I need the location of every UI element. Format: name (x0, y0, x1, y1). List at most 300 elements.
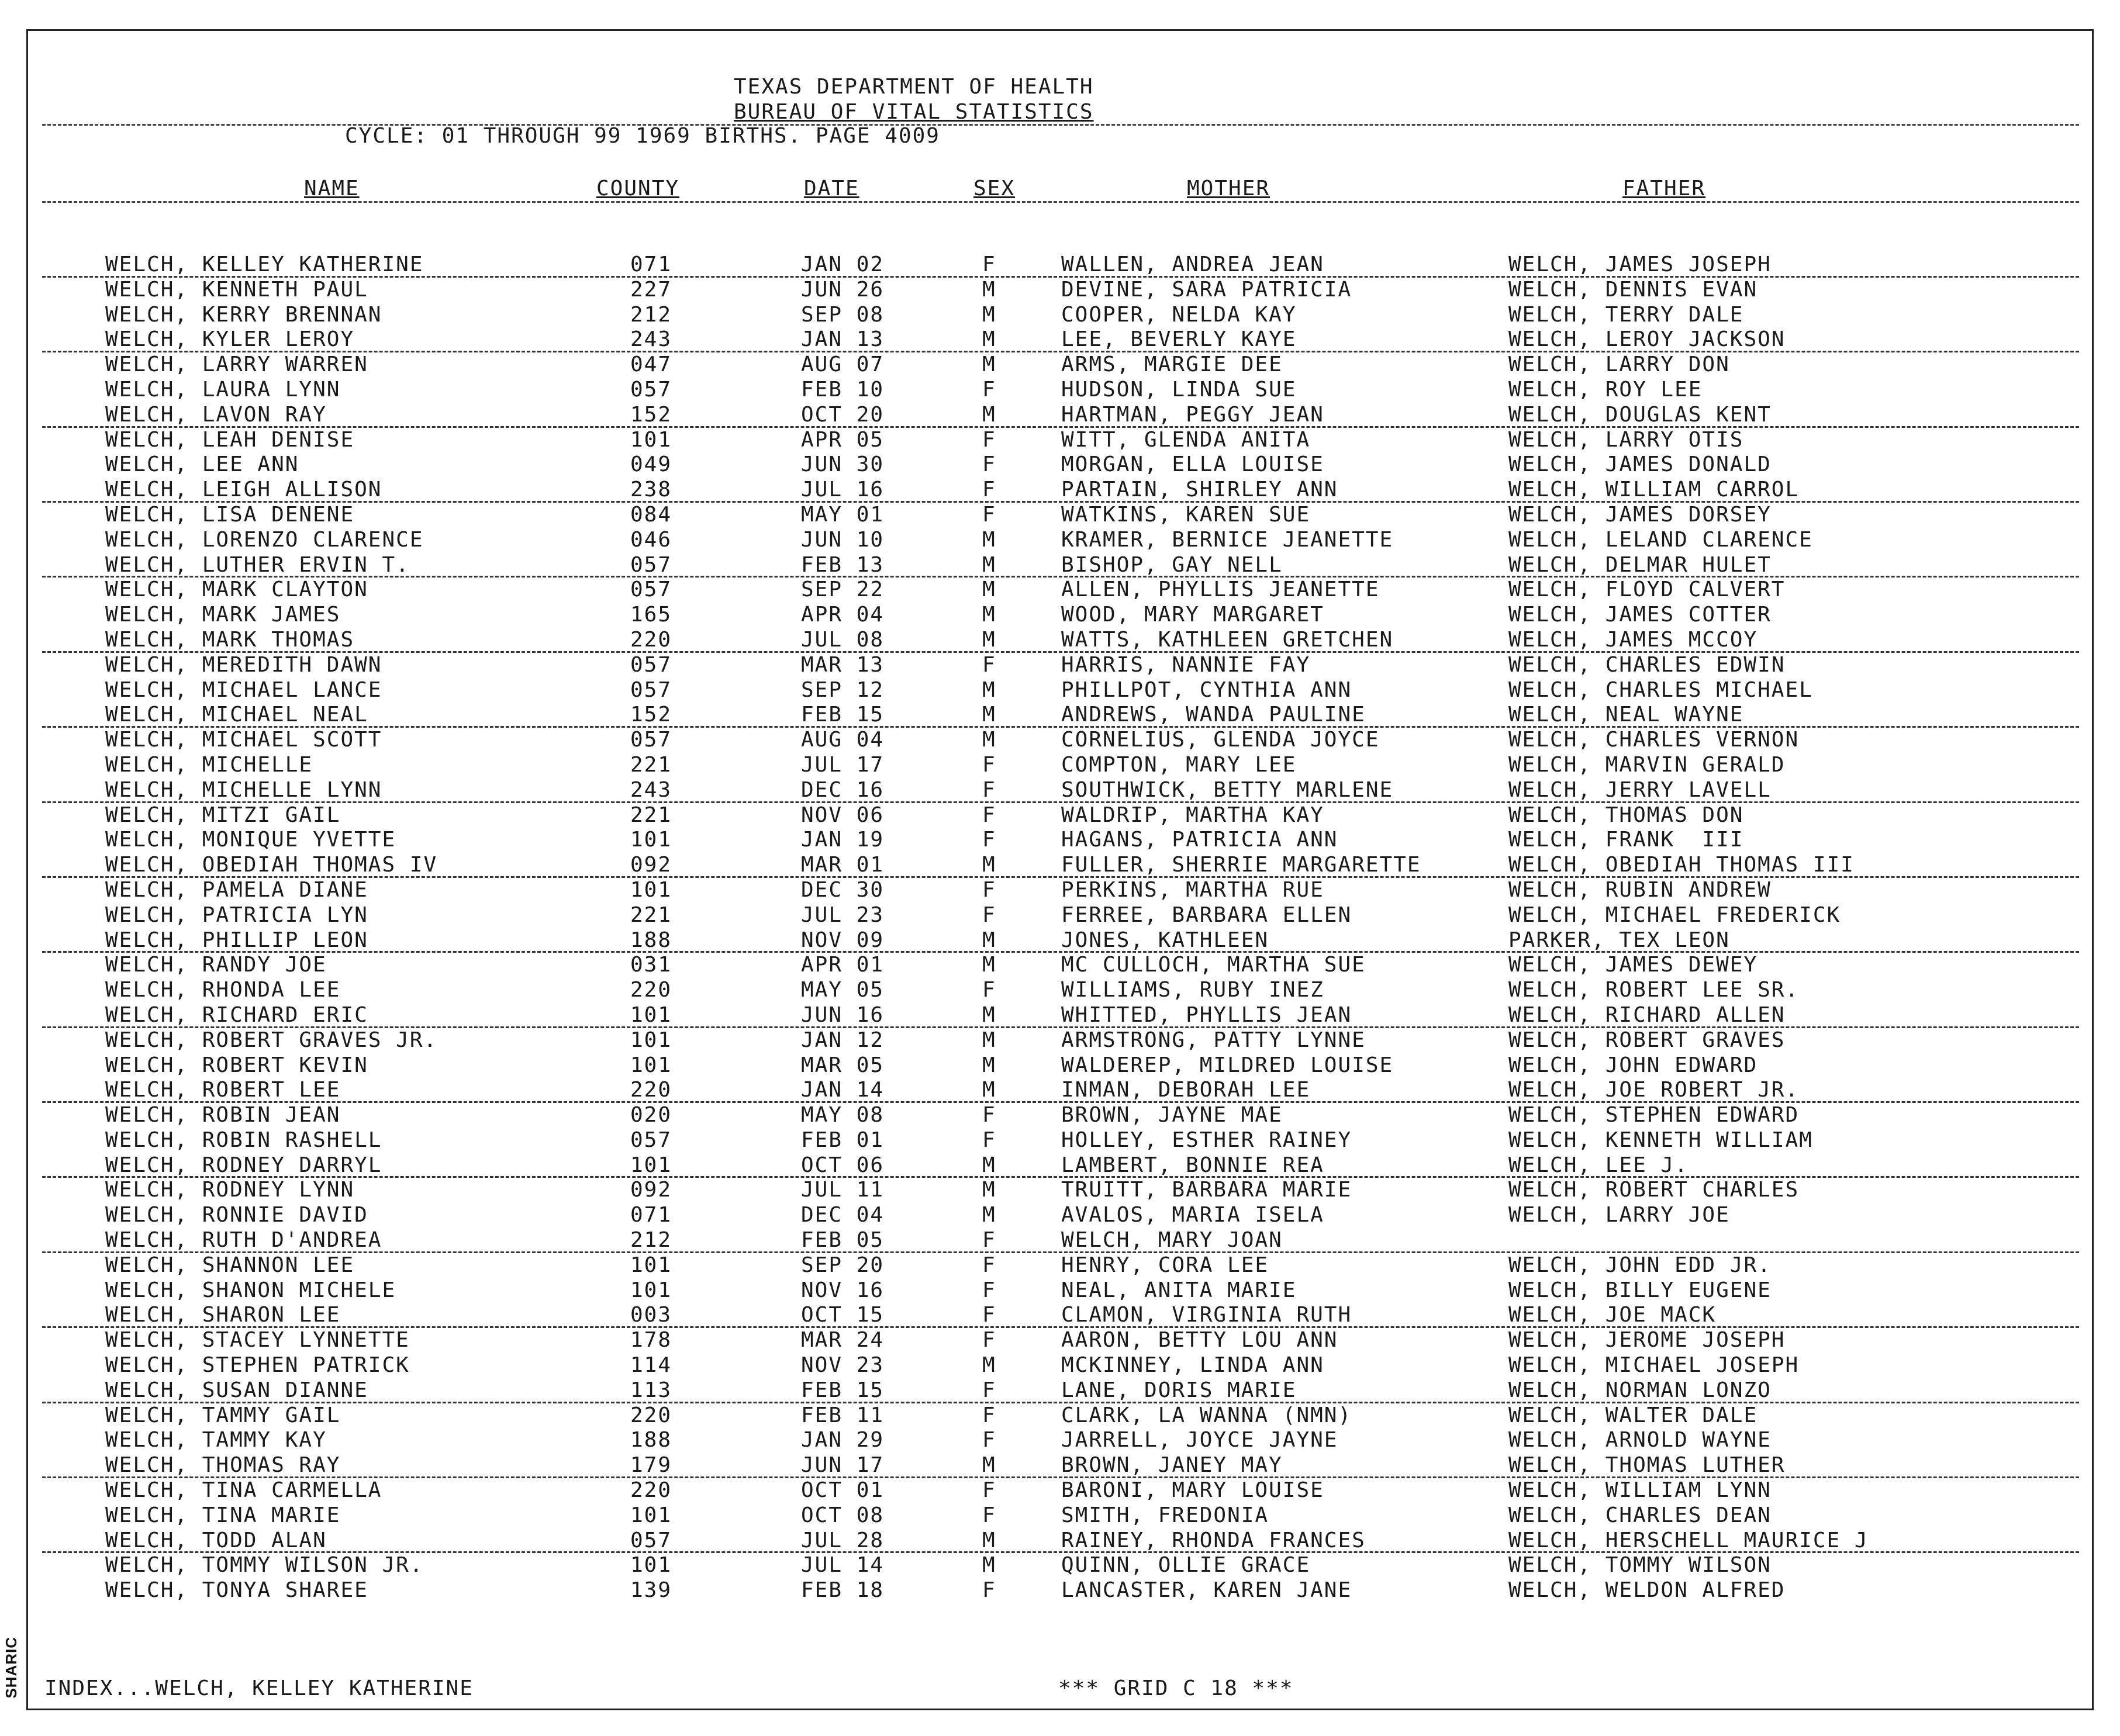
cell-name: WELCH, STEPHEN PATRICK (105, 1353, 410, 1378)
cell-father: WELCH, JAMES DORSEY (1508, 502, 1772, 527)
cell-father: WELCH, TOMMY WILSON (1508, 1553, 1772, 1578)
cell-name: WELCH, LEAH DENISE (105, 427, 355, 452)
table-row (0, 1253, 2120, 1278)
cell-father: WELCH, BILLY EUGENE (1508, 1278, 1772, 1302)
cell-father: WELCH, LELAND CLARENCE (1508, 527, 1813, 552)
cell-mother: COMPTON, MARY LEE (1061, 752, 1297, 777)
cell-father: WELCH, ROBERT LEE SR. (1508, 978, 1800, 1002)
cell-mother: HARTMAN, PEGGY JEAN (1061, 402, 1324, 427)
column-header-county: COUNTY (596, 177, 680, 200)
table-row (0, 1328, 2120, 1353)
cell-mother: WITT, GLENDA ANITA (1061, 427, 1311, 452)
cell-county: 071 (630, 1203, 672, 1227)
cell-mother: HUDSON, LINDA SUE (1061, 377, 1297, 402)
cell-mother: SMITH, FREDONIA (1061, 1503, 1269, 1527)
cell-mother: HARRIS, NANNIE FAY (1061, 652, 1311, 677)
table-row (42, 1378, 2079, 1403)
cell-sex: M (982, 527, 996, 552)
cell-date: OCT 01 (801, 1478, 885, 1503)
cell-sex: M (982, 1553, 996, 1578)
cell-date: OCT 06 (801, 1153, 885, 1177)
cell-father: WELCH, DOUGLAS KENT (1508, 402, 1772, 427)
cell-date: MAR 24 (801, 1328, 885, 1353)
cell-sex: M (982, 728, 996, 752)
cell-date: JUN 10 (801, 527, 885, 552)
cell-father: WELCH, CHARLES MICHAEL (1508, 677, 1813, 702)
cell-county: 057 (630, 1528, 672, 1552)
cell-date: AUG 04 (801, 728, 885, 752)
cell-mother: HENRY, CORA LEE (1061, 1253, 1269, 1277)
cell-mother: HAGANS, PATRICIA ANN (1061, 828, 1338, 852)
cell-name: WELCH, MARK JAMES (105, 603, 341, 627)
cell-name: WELCH, PAMELA DIANE (105, 877, 368, 902)
table-row (0, 1178, 2120, 1203)
cycle-line: CYCLE: 01 THROUGH 99 1969 BIRTHS. PAGE 4009 (345, 124, 940, 148)
cell-sex: M (982, 1053, 996, 1077)
cell-sex: F (982, 1478, 996, 1503)
cell-sex: M (982, 928, 996, 952)
table-row (0, 728, 2120, 753)
cell-mother: WALDRIP, MARTHA KAY (1061, 803, 1324, 827)
cell-father: WELCH, WALTER DALE (1508, 1403, 1758, 1427)
cell-sex: M (982, 277, 996, 302)
table-row (42, 1528, 2079, 1554)
cell-father: WELCH, TERRY DALE (1508, 302, 1744, 327)
cell-mother: AVALOS, MARIA ISELA (1061, 1203, 1324, 1227)
cell-sex: M (982, 953, 996, 977)
cell-mother: ARMS, MARGIE DEE (1061, 352, 1283, 377)
cell-name: WELCH, THOMAS RAY (105, 1453, 341, 1478)
column-header-date: DATE (804, 177, 859, 200)
table-row (0, 903, 2120, 928)
cell-county: 220 (630, 1478, 672, 1503)
cell-county: 238 (630, 478, 672, 502)
cell-name: WELCH, KELLEY KATHERINE (105, 253, 424, 276)
cell-father: WELCH, WILLIAM CARROL (1508, 478, 1800, 502)
cell-county: 101 (630, 828, 672, 852)
cell-date: FEB 13 (801, 552, 885, 577)
table-row (0, 978, 2120, 1003)
cell-sex: F (982, 752, 996, 777)
cell-date: OCT 20 (801, 402, 885, 427)
column-header-divider (42, 201, 2079, 203)
cell-date: DEC 30 (801, 877, 885, 902)
cell-mother: AARON, BETTY LOU ANN (1061, 1328, 1338, 1353)
cell-county: 178 (630, 1328, 672, 1353)
cell-date: JUL 16 (801, 478, 885, 502)
cell-mother: BROWN, JAYNE MAE (1061, 1103, 1283, 1128)
cell-date: DEC 16 (801, 777, 885, 802)
cell-county: 101 (630, 1503, 672, 1527)
cell-mother: PHILLPOT, CYNTHIA ANN (1061, 677, 1352, 702)
cell-sex: F (982, 1128, 996, 1152)
table-row (0, 1103, 2120, 1128)
table-row (0, 1403, 2120, 1429)
cell-name: WELCH, SHANNON LEE (105, 1253, 355, 1277)
table-row (42, 853, 2079, 878)
cell-mother: JONES, KATHLEEN (1061, 928, 1269, 952)
cell-mother: FERREE, BARBARA ELLEN (1061, 902, 1352, 927)
cell-name: WELCH, RICHARD ERIC (105, 1002, 368, 1027)
cell-name: WELCH, RUTH D'ANDREA (105, 1228, 382, 1253)
cell-name: WELCH, LEIGH ALLISON (105, 478, 382, 502)
cell-county: 114 (630, 1353, 672, 1378)
cell-mother: ANDREWS, WANDA PAULINE (1061, 703, 1366, 727)
table-row (0, 1553, 2120, 1578)
cell-county: 057 (630, 728, 672, 752)
cell-name: WELCH, MICHAEL NEAL (105, 703, 368, 727)
cell-mother: COOPER, NELDA KAY (1061, 302, 1297, 327)
cell-sex: F (982, 1403, 996, 1427)
cell-father: WELCH, ROBERT CHARLES (1508, 1178, 1800, 1202)
table-row (42, 928, 2079, 953)
cell-county: 101 (630, 1153, 672, 1177)
cell-county: 057 (630, 1128, 672, 1152)
cell-father: WELCH, FLOYD CALVERT (1508, 577, 1786, 602)
cell-name: WELCH, ROBERT KEVIN (105, 1053, 368, 1077)
cell-father: WELCH, DENNIS EVAN (1508, 277, 1758, 302)
cell-county: 243 (630, 777, 672, 802)
cell-date: JAN 29 (801, 1428, 885, 1453)
cell-sex: F (982, 828, 996, 852)
cell-county: 113 (630, 1378, 672, 1402)
cell-father: WELCH, DELMAR HULET (1508, 552, 1772, 577)
cell-county: 139 (630, 1578, 672, 1603)
cell-name: WELCH, SHANON MICHELE (105, 1278, 396, 1302)
table-row (0, 428, 2120, 453)
cell-county: 221 (630, 902, 672, 927)
cell-sex: F (982, 1253, 996, 1277)
cell-father: WELCH, MICHAEL FREDERICK (1508, 902, 1841, 927)
table-row (42, 327, 2079, 352)
cell-father: WELCH, ARNOLD WAYNE (1508, 1428, 1772, 1453)
table-row (0, 1203, 2120, 1228)
cell-county: 049 (630, 452, 672, 477)
cell-sex: F (982, 777, 996, 802)
table-row (0, 1278, 2120, 1303)
cell-date: FEB 18 (801, 1578, 885, 1603)
cell-date: JUN 30 (801, 452, 885, 477)
cell-father: WELCH, STEPHEN EDWARD (1508, 1103, 1800, 1128)
cell-name: WELCH, TINA MARIE (105, 1503, 341, 1527)
cell-date: FEB 05 (801, 1228, 885, 1253)
cell-father: WELCH, HERSCHELL MAURICE J (1508, 1528, 1869, 1552)
cell-date: APR 01 (801, 953, 885, 977)
cell-sex: F (982, 902, 996, 927)
cell-date: JAN 12 (801, 1028, 885, 1052)
cell-county: 227 (630, 277, 672, 302)
cell-county: 212 (630, 302, 672, 327)
cell-mother: ARMSTRONG, PATTY LYNNE (1061, 1028, 1366, 1052)
cell-name: WELCH, LARRY WARREN (105, 352, 368, 377)
cell-father: WELCH, WELDON ALFRED (1508, 1578, 1786, 1603)
cell-date: JUN 26 (801, 277, 885, 302)
cell-father: WELCH, ROY LEE (1508, 377, 1703, 402)
cell-mother: TRUITT, BARBARA MARIE (1061, 1178, 1352, 1202)
column-header-name: NAME (304, 177, 360, 200)
cell-mother: RAINEY, RHONDA FRANCES (1061, 1528, 1366, 1552)
table-row (0, 753, 2120, 778)
cell-father: WELCH, JOE ROBERT JR. (1508, 1078, 1800, 1102)
cell-date: OCT 08 (801, 1503, 885, 1527)
cell-date: JUL 14 (801, 1553, 885, 1578)
cell-mother: KRAMER, BERNICE JEANETTE (1061, 527, 1394, 552)
cell-mother: WELCH, MARY JOAN (1061, 1228, 1283, 1253)
cell-father: WELCH, JAMES DEWEY (1508, 953, 1758, 977)
side-label (2, 1637, 26, 1707)
cell-mother: LEE, BEVERLY KAYE (1061, 327, 1297, 352)
cell-father: WELCH, OBEDIAH THOMAS III (1508, 853, 1855, 877)
cell-mother: BARONI, MARY LOUISE (1061, 1478, 1324, 1503)
cell-sex: F (982, 1378, 996, 1402)
cell-mother: LANE, DORIS MARIE (1061, 1378, 1297, 1402)
cell-name: WELCH, RODNEY DARRYL (105, 1153, 382, 1177)
cell-county: 221 (630, 803, 672, 827)
cell-name: WELCH, LUTHER ERVIN T. (105, 552, 410, 577)
cell-county: 057 (630, 377, 672, 402)
cell-date: JUN 16 (801, 1002, 885, 1027)
cell-sex: M (982, 1528, 996, 1552)
cell-date: SEP 08 (801, 302, 885, 327)
cell-date: NOV 06 (801, 803, 885, 827)
cell-sex: M (982, 677, 996, 702)
cell-mother: BISHOP, GAY NELL (1061, 552, 1283, 577)
table-row (0, 1578, 2120, 1603)
cell-name: WELCH, MICHAEL SCOTT (105, 728, 382, 752)
cell-date: JUL 11 (801, 1178, 885, 1202)
cell-name: WELCH, PATRICIA LYN (105, 902, 368, 927)
cell-date: FEB 01 (801, 1128, 885, 1152)
cell-county: 092 (630, 1178, 672, 1202)
cell-father: WELCH, RUBIN ANDREW (1508, 877, 1772, 902)
cell-mother: WATKINS, KAREN SUE (1061, 502, 1311, 527)
table-row (0, 878, 2120, 903)
table-row (0, 828, 2120, 853)
cell-mother: WOOD, MARY MARGARET (1061, 603, 1324, 627)
cell-sex: M (982, 1153, 996, 1177)
cell-date: APR 05 (801, 427, 885, 452)
cell-mother: PARTAIN, SHIRLEY ANN (1061, 478, 1338, 502)
cell-mother: CLARK, LA WANNA (NMN) (1061, 1403, 1352, 1427)
cell-date: FEB 10 (801, 377, 885, 402)
cell-date: MAR 05 (801, 1053, 885, 1077)
cell-date: JAN 13 (801, 327, 885, 352)
cell-sex: M (982, 352, 996, 377)
cell-name: WELCH, LAVON RAY (105, 402, 327, 427)
bureau-title: BUREAU OF VITAL STATISTICS (734, 100, 1094, 124)
cell-mother: DEVINE, SARA PATRICIA (1061, 277, 1352, 302)
cell-date: MAR 01 (801, 853, 885, 877)
cell-mother: NEAL, ANITA MARIE (1061, 1278, 1297, 1302)
cell-name: WELCH, RODNEY LYNN (105, 1178, 355, 1202)
cell-county: 057 (630, 577, 672, 602)
cell-father: WELCH, LEE J. (1508, 1153, 1689, 1177)
cell-county: 221 (630, 752, 672, 777)
cell-county: 084 (630, 502, 672, 527)
cell-name: WELCH, MICHELLE (105, 752, 313, 777)
cell-county: 101 (630, 1028, 672, 1052)
cell-sex: M (982, 627, 996, 652)
cell-father: WELCH, NORMAN LONZO (1508, 1378, 1772, 1402)
cell-date: NOV 23 (801, 1353, 885, 1378)
cell-mother: WALLEN, ANDREA JEAN (1061, 253, 1324, 276)
cell-mother: LANCASTER, KAREN JANE (1061, 1578, 1352, 1603)
table-row (42, 478, 2079, 503)
cell-county: 101 (630, 877, 672, 902)
cell-date: DEC 04 (801, 1203, 885, 1227)
cell-date: NOV 16 (801, 1278, 885, 1302)
cell-father: WELCH, JOHN EDWARD (1508, 1053, 1758, 1077)
cell-county: 220 (630, 1078, 672, 1102)
cell-sex: F (982, 478, 996, 502)
cell-sex: M (982, 577, 996, 602)
cell-county: 020 (630, 1103, 672, 1128)
cell-sex: M (982, 302, 996, 327)
cell-father: WELCH, LARRY OTIS (1508, 427, 1744, 452)
cell-father: WELCH, JAMES JOSEPH (1508, 253, 1772, 276)
cell-father: WELCH, KENNETH WILLIAM (1508, 1128, 1813, 1152)
cell-mother: WHITTED, PHYLLIS JEAN (1061, 1002, 1352, 1027)
cell-county: 101 (630, 1553, 672, 1578)
cell-county: 101 (630, 1278, 672, 1302)
cell-sex: F (982, 652, 996, 677)
cell-father: WELCH, RICHARD ALLEN (1508, 1002, 1786, 1027)
cell-mother: LAMBERT, BONNIE REA (1061, 1153, 1324, 1177)
table-row (0, 803, 2120, 828)
cell-date: MAY 05 (801, 978, 885, 1002)
cell-county: 071 (630, 253, 672, 276)
cell-sex: F (982, 427, 996, 452)
table-row (42, 703, 2079, 728)
cell-date: JUL 17 (801, 752, 885, 777)
cell-sex: M (982, 327, 996, 352)
cell-name: WELCH, PHILLIP LEON (105, 928, 368, 952)
cell-county: 046 (630, 527, 672, 552)
table-row (0, 528, 2120, 553)
cell-father: WELCH, JAMES COTTER (1508, 603, 1772, 627)
cell-name: WELCH, MARK THOMAS (105, 627, 355, 652)
cell-name: WELCH, KYLER LEROY (105, 327, 355, 352)
table-row (42, 1303, 2079, 1328)
cell-name: WELCH, MICHELLE LYNN (105, 777, 382, 802)
cell-father: WELCH, MARVIN GERALD (1508, 752, 1786, 777)
cell-name: WELCH, LAURA LYNN (105, 377, 341, 402)
cell-sex: M (982, 1203, 996, 1227)
cell-county: 057 (630, 677, 672, 702)
cell-name: WELCH, MICHAEL LANCE (105, 677, 382, 702)
cell-mother: FULLER, SHERRIE MARGARETTE (1061, 853, 1421, 877)
table-row (42, 1078, 2079, 1103)
cell-sex: M (982, 1028, 996, 1052)
table-row (0, 1353, 2120, 1378)
cell-father: WELCH, THOMAS DON (1508, 803, 1744, 827)
cell-county: 188 (630, 1428, 672, 1453)
cell-county: 152 (630, 402, 672, 427)
cell-father: WELCH, JOE MACK (1508, 1303, 1717, 1327)
cell-sex: F (982, 1578, 996, 1603)
cell-name: WELCH, MEREDITH DAWN (105, 652, 382, 677)
cell-county: 101 (630, 427, 672, 452)
cell-father: WELCH, LARRY JOE (1508, 1203, 1730, 1227)
cell-sex: M (982, 552, 996, 577)
cell-mother: BROWN, JANEY MAY (1061, 1453, 1283, 1478)
column-header-mother: MOTHER (1187, 177, 1270, 200)
cell-county: 220 (630, 1403, 672, 1427)
table-row (42, 778, 2079, 803)
table-row (0, 278, 2120, 303)
table-row (0, 1478, 2120, 1503)
cell-date: JAN 02 (801, 253, 885, 276)
cell-father: WELCH, JOHN EDD JR. (1508, 1253, 1772, 1277)
cell-date: FEB 15 (801, 1378, 885, 1402)
table-row (42, 1003, 2079, 1028)
table-row (0, 653, 2120, 678)
cell-mother: WALDEREP, MILDRED LOUISE (1061, 1053, 1394, 1077)
cell-sex: F (982, 1503, 996, 1527)
cell-sex: M (982, 1453, 996, 1478)
cell-county: 212 (630, 1228, 672, 1253)
cell-name: WELCH, TAMMY KAY (105, 1428, 327, 1453)
cell-mother: CORNELIUS, GLENDA JOYCE (1061, 728, 1380, 752)
cell-county: 031 (630, 953, 672, 977)
cell-name: WELCH, ROBERT GRAVES JR. (105, 1028, 438, 1052)
table-row (0, 1128, 2120, 1153)
cell-name: WELCH, MARK CLAYTON (105, 577, 368, 602)
table-row (42, 1453, 2079, 1478)
cell-name: WELCH, LORENZO CLARENCE (105, 527, 424, 552)
cell-county: 101 (630, 1253, 672, 1277)
cell-father: WELCH, LEROY JACKSON (1508, 327, 1786, 352)
column-header-father: FATHER (1622, 177, 1706, 200)
table-row (0, 452, 2120, 478)
cell-name: WELCH, TAMMY GAIL (105, 1403, 341, 1427)
cell-sex: M (982, 1002, 996, 1027)
table-row (0, 1028, 2120, 1053)
cell-county: 057 (630, 652, 672, 677)
cell-mother: PERKINS, MARTHA RUE (1061, 877, 1324, 902)
cell-sex: F (982, 502, 996, 527)
cell-sex: F (982, 1228, 996, 1253)
cell-father: WELCH, FRANK III (1508, 828, 1744, 852)
cell-sex: F (982, 1428, 996, 1453)
cell-sex: M (982, 1078, 996, 1102)
cell-mother: HOLLEY, ESTHER RAINEY (1061, 1128, 1352, 1152)
cell-father: PARKER, TEX LEON (1508, 928, 1730, 952)
cell-sex: F (982, 1303, 996, 1327)
cell-county: 152 (630, 703, 672, 727)
cell-name: WELCH, TOMMY WILSON JR. (105, 1553, 424, 1578)
cell-county: 101 (630, 1002, 672, 1027)
table-row (0, 1503, 2120, 1528)
cell-mother: ALLEN, PHYLLIS JEANETTE (1061, 577, 1380, 602)
cell-name: WELCH, TONYA SHAREE (105, 1578, 368, 1603)
cell-name: WELCH, STACEY LYNNETTE (105, 1328, 410, 1353)
cell-county: 220 (630, 627, 672, 652)
cell-date: NOV 09 (801, 928, 885, 952)
table-row (42, 403, 2079, 428)
table-row (42, 628, 2079, 653)
cell-mother: SOUTHWICK, BETTY MARLENE (1061, 777, 1394, 802)
cell-father: WELCH, MICHAEL JOSEPH (1508, 1353, 1800, 1378)
table-row (0, 577, 2120, 603)
cell-sex: F (982, 1278, 996, 1302)
cell-sex: M (982, 603, 996, 627)
cell-father: WELCH, ROBERT GRAVES (1508, 1028, 1786, 1052)
cell-mother: JARRELL, JOYCE JAYNE (1061, 1428, 1338, 1453)
cell-county: 057 (630, 552, 672, 577)
cell-father: WELCH, JAMES DONALD (1508, 452, 1772, 477)
cell-name: WELCH, RANDY JOE (105, 953, 327, 977)
